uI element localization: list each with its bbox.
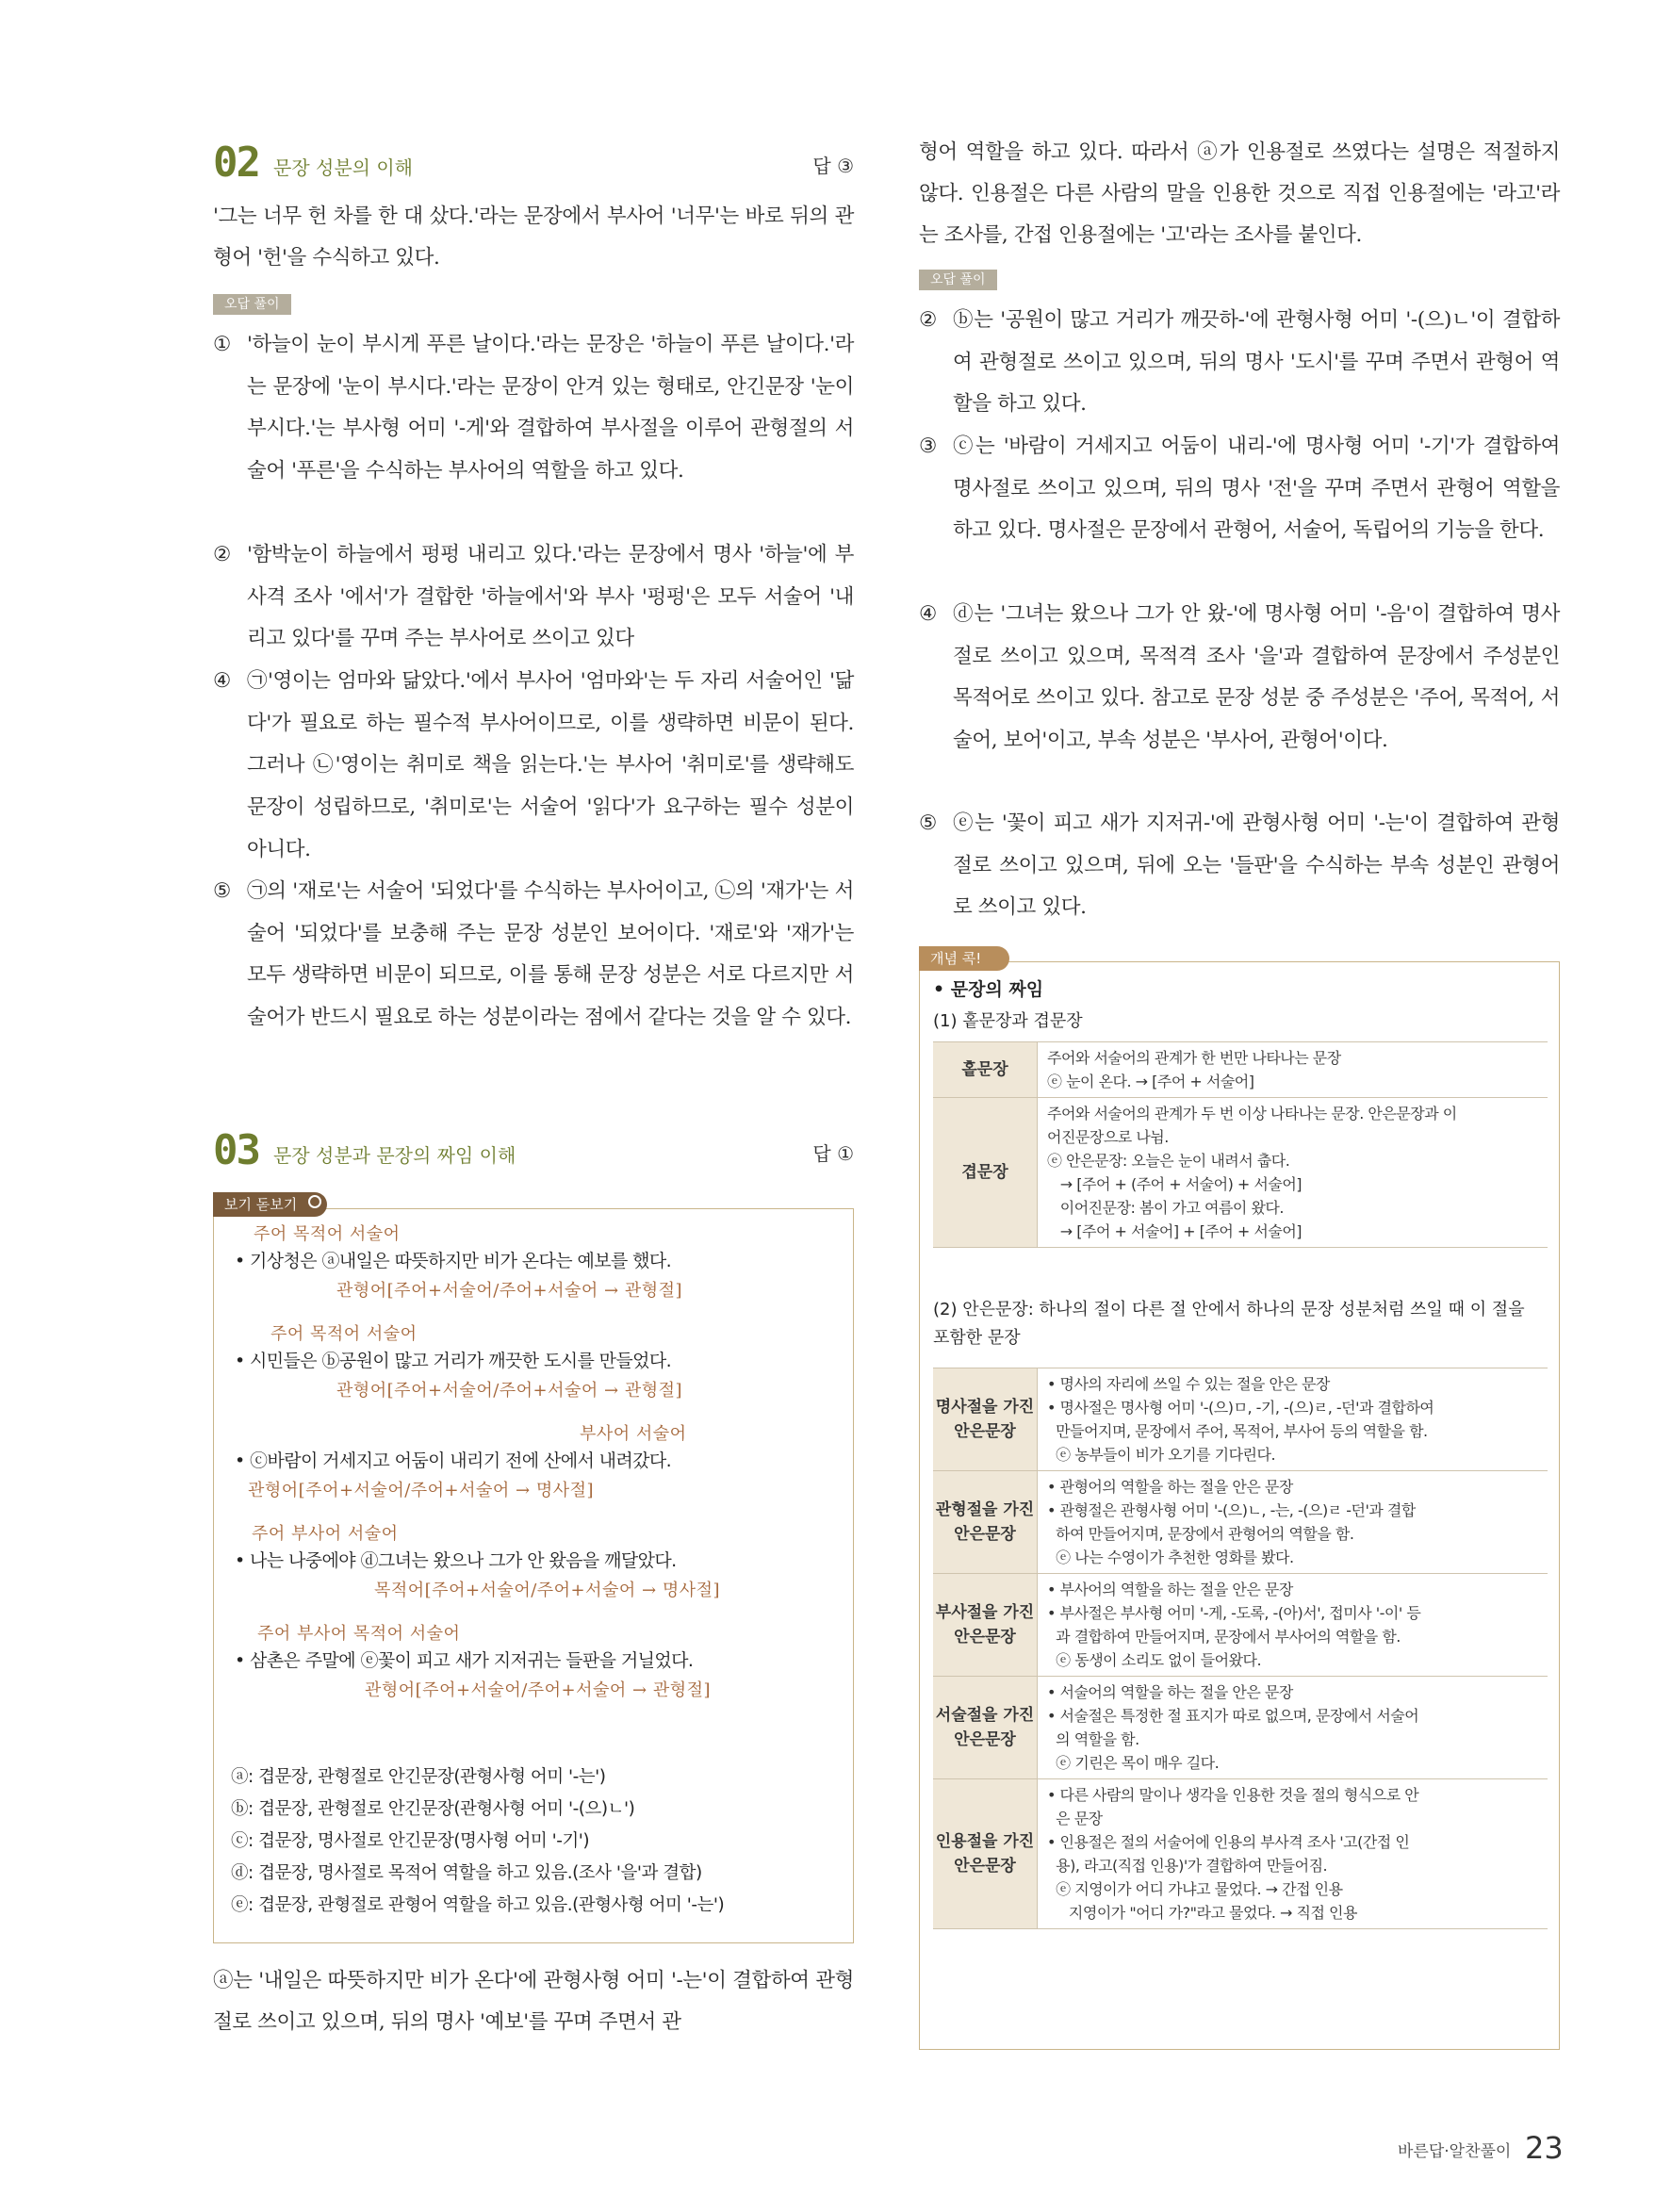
row-line: ⓔ 농부들이 비가 오기를 기다린다. [1047, 1446, 1276, 1464]
row-content [1038, 1471, 1548, 1574]
example-sentence: • 시민들은 ⓑ공원이 많고 거리가 깨끗한 도시를 만들었다. [235, 1351, 672, 1371]
row-line: 하여 만들어지며, 문장에서 관형어의 역할을 함. [1047, 1525, 1354, 1543]
row-content [1038, 1779, 1548, 1929]
row-line: 이어진문장: 봄이 가고 여름이 왔다. [1047, 1199, 1284, 1217]
row-label: 부사절을 가진 안은문장 [933, 1574, 1038, 1677]
row-line: 만들어지며, 문장에서 주어, 목적어, 부사어 등의 역할을 함. [1047, 1422, 1428, 1440]
row-line: ⓔ 기린은 목이 매우 길다. [1047, 1754, 1220, 1772]
bogi-answer: ⓔ: 겹문장, 관형절로 관형어 역할을 하고 있음.(관형사형 어미 '-는') [231, 1895, 725, 1915]
row-line: 은 문장 [1047, 1810, 1103, 1827]
row-line: 주어와 서술어의 관계가 두 번 이상 나타나는 문장. 안은문장과 이 [1047, 1105, 1457, 1122]
table-row [933, 1098, 1548, 1248]
item-marker: ⑤ [919, 811, 937, 835]
row-line: ⓔ 지영이가 어디 가냐고 물었다. → 간접 인용 [1047, 1880, 1343, 1898]
section-title: 문장 성분과 문장의 짜임 이해 [273, 1144, 516, 1167]
item-text: ⓑ는 '공원이 많고 거리가 깨끗하-'에 관형사형 어미 '-(으)ㄴ'이 결합하여 관형절로 쓰이고 있으며, 뒤의 명사 '도시'를 꾸며 주면서 관형어 역할을 하고 있다. [953, 308, 1560, 417]
s03-explanation-part1: ⓐ는 '내일은 따뜻하지만 비가 온다'에 관형사형 어미 '-는'이 결합하여 관형절로 쓰이고 있으며, 뒤의 명사 '예보'를 꾸며 주면서 관 [213, 1969, 854, 2034]
item-marker: ② [213, 543, 231, 566]
item-text: ⓒ는 '바람이 거세지고 어둠이 내리-'에 명사형 어미 '-기'가 결합하여 명사절로 쓰이고 있으며, 뒤의 명사 '전'을 꾸며 주면서 관형어 역할을 하고 있다. 명사절은 문장에서 관형어, 서술어, 독립어의 기능을 한다. [953, 434, 1560, 543]
grammar-annotation: 관형어[주어+서술어/주어+서술어 → 명사절] [248, 1481, 595, 1500]
s03-item [919, 300, 1560, 426]
page-number: 23 [1525, 2130, 1564, 2166]
item-marker: ④ [213, 669, 231, 693]
row-line: 용), 라고(직접 인용)'가 결합하여 만들어짐. [1047, 1857, 1328, 1875]
item-marker: ② [919, 308, 937, 332]
row-line: • 명사의 자리에 쓰일 수 있는 절을 안은 문장 [1047, 1375, 1330, 1393]
bogi-label: 보기 돋보기 [224, 1196, 298, 1213]
row-line: → [주어 + (주어 + 서술어) + 서술어] [1047, 1175, 1303, 1193]
row-line: • 다른 사람의 말이나 생각을 인용한 것을 절의 형식으로 안 [1047, 1786, 1419, 1804]
row-line: • 부사절은 부사형 어미 '-게, -도록, -(아)서', 접미사 '-이' 등 [1047, 1604, 1421, 1622]
s02-item [213, 661, 854, 872]
answer-label: 답 ③ [812, 155, 854, 177]
row-line: → [주어 + 서술어] + [주어 + 서술어] [1047, 1222, 1303, 1240]
table-row [933, 1677, 1548, 1779]
row-line: • 인용절은 절의 서술어에 인용의 부사격 조사 '고(간접 인 [1047, 1833, 1410, 1851]
grammar-annotation: 주어 부사어 서술어 [252, 1524, 399, 1544]
s02-item [213, 871, 854, 1040]
grammar-annotation: 주어 부사어 목적어 서술어 [257, 1624, 461, 1644]
s02-intro: '그는 너무 헌 차를 한 대 샀다.'라는 문장에서 부사어 '너무'는 바로 뒤의 관형어 '헌'을 수식하고 있다. [213, 205, 854, 270]
example-sentence: • 기상청은 ⓐ내일은 따뜻하지만 비가 온다는 예보를 했다. [235, 1251, 672, 1271]
row-label: 명사절을 가진 안은문장 [933, 1368, 1038, 1471]
s02-item [213, 534, 854, 661]
section-title: 문장 성분의 이해 [273, 156, 413, 179]
row-line: • 서술절은 특정한 절 표지가 따로 없으며, 문장에서 서술어 [1047, 1707, 1419, 1725]
row-line: ⓔ 눈이 온다. → [주어 + 서술어] [1047, 1073, 1254, 1090]
grammar-annotation: 부사어 서술어 [580, 1424, 687, 1444]
item-text: ⓓ는 '그녀는 왔으나 그가 안 왔-'에 명사형 어미 '-음'이 결합하여 명사절로 쓰이고 있으며, 목적격 조사 '을'과 결합하여 문장에서 주성분인 목적어로 쓰이고 있다. 참고로 문장 성분 중 주성분은 '주어, 목적어, 서술어, 보어'이고, 부속 성분은 '부사어, 관형어'이다. [953, 602, 1560, 753]
row-line: • 관형어의 역할을 하는 절을 안은 문장 [1047, 1478, 1293, 1496]
section-number: 02 [213, 139, 259, 187]
concept-subheading: (2) 안은문장: 하나의 절이 다른 절 안에서 하나의 문장 성분처럼 쓰일 때 이 절을 포함한 문장 [933, 1300, 1525, 1348]
item-marker: ③ [919, 434, 937, 458]
table-row [933, 1471, 1548, 1574]
row-content [1038, 1368, 1548, 1471]
magnifier-icon [308, 1195, 321, 1208]
section-03-header [213, 1127, 854, 1176]
bogi-answer: ⓑ: 겹문장, 관형절로 안긴문장(관형사형 어미 '-(으)ㄴ') [231, 1799, 635, 1819]
bogi-box [213, 1208, 854, 1943]
table-row [933, 1779, 1548, 1929]
concept-subheading: (1) 홑문장과 겹문장 [933, 1011, 1083, 1031]
row-line: 지영이가 "어디 가?"라고 물었다. → 직접 인용 [1047, 1904, 1357, 1922]
item-text: '하늘이 눈이 부시게 푸른 날이다.'라는 문장은 '하늘이 푸른 날이다.'라는 문장에 '눈이 부시다.'라는 문장이 안겨 있는 형태로, 안긴문장 '눈이 부시다.'는 부사형 어미 '-게'와 결합하여 부사절을 이루어 관형절의 서술어 '푸른'을 수식하는 부사어의 역할을 하고 있다. [247, 333, 854, 483]
table-row [933, 1042, 1548, 1098]
row-line: • 명사절은 명사형 어미 '-(으)ㅁ, -기, -(으)ㄹ, -던'과 결합하여 [1047, 1399, 1434, 1417]
concept-tab [919, 946, 1009, 971]
concept-heading: • 문장의 짜임 [933, 979, 1044, 1000]
concept-box [919, 961, 1560, 2050]
row-line: • 관형절은 관형사형 어미 '-(으)ㄴ, -는, -(으)ㄹ -던'과 결합 [1047, 1501, 1416, 1519]
simple-compound-table [933, 1041, 1548, 1248]
row-label: 관형절을 가진 안은문장 [933, 1471, 1038, 1574]
row-label: 홑문장 [933, 1042, 1038, 1098]
s03-item [919, 803, 1560, 929]
item-marker: ⑤ [213, 879, 231, 903]
wrong-answer-tag: 오답 풀이 [919, 270, 997, 290]
grammar-annotation: 관형어[주어+서술어/주어+서술어 → 관형절] [336, 1381, 683, 1401]
row-content [1038, 1042, 1548, 1098]
bogi-tab [213, 1192, 327, 1217]
s03-explanation-part2: 형어 역할을 하고 있다. 따라서 ⓐ가 인용절로 쓰였다는 설명은 적절하지 않다. 인용절은 다른 사람의 말을 인용한 것으로 직접 인용절에는 '라고'라는 조사를, 간접 인용절에는 '고'라는 조사를 붙인다. [919, 140, 1560, 247]
row-label: 인용절을 가진 안은문장 [933, 1779, 1038, 1929]
row-line: 과 결합하여 만들어지며, 문장에서 부사어의 역할을 함. [1047, 1628, 1401, 1646]
answer-label: 답 ① [812, 1142, 854, 1165]
section-number: 03 [213, 1126, 259, 1174]
embedded-clause-table [933, 1368, 1548, 1929]
section-02-header [213, 139, 854, 188]
item-text: '함박눈이 하늘에서 펑펑 내리고 있다.'라는 문장에서 명사 '하늘'에 부사격 조사 '에서'가 결합한 '하늘에서'와 부사 '펑펑'은 모두 서술어 '내리고 있다'를 꾸며 주는 부사어로 쓰이고 있다 [247, 543, 854, 651]
row-content [1038, 1574, 1548, 1677]
grammar-annotation: 관형어[주어+서술어/주어+서술어 → 관형절] [365, 1680, 712, 1700]
row-content [1038, 1098, 1548, 1248]
wrong-answer-tag: 오답 풀이 [213, 294, 291, 315]
row-line: • 서술어의 역할을 하는 절을 안은 문장 [1047, 1683, 1293, 1701]
footer-label: 바른답·알찬풀이 [1398, 2142, 1512, 2161]
row-line: 어진문장으로 나뉨. [1047, 1128, 1169, 1146]
table-row [933, 1368, 1548, 1471]
table-row [933, 1574, 1548, 1677]
example-sentence: • 나는 나중에야 ⓓ그녀는 왔으나 그가 안 왔음을 깨달았다. [235, 1550, 677, 1571]
row-line: 주어와 서술어의 관계가 한 번만 나타나는 문장 [1047, 1049, 1341, 1067]
s03-item [919, 426, 1560, 552]
row-label: 겹문장 [933, 1098, 1038, 1248]
bogi-answer: ⓓ: 겹문장, 명사절로 목적어 역할을 하고 있음.(조사 '을'과 결합) [231, 1863, 702, 1883]
item-text: ⓔ는 '꽃이 피고 새가 지저귀-'에 관형사형 어미 '-는'이 결합하여 관형절로 쓰이고 있으며, 뒤에 오는 '들판'을 수식하는 부속 성분인 관형어로 쓰이고 있다. [953, 811, 1560, 920]
row-line: • 부사어의 역할을 하는 절을 안은 문장 [1047, 1581, 1293, 1598]
s03-item [919, 594, 1560, 762]
example-sentence: • 삼촌은 주말에 ⓔ꽃이 피고 새가 지저귀는 들판을 거닐었다. [235, 1650, 694, 1671]
bogi-answer: ⓒ: 겹문장, 명사절로 안긴문장(명사형 어미 '-기') [231, 1831, 590, 1851]
item-marker: ④ [919, 602, 937, 626]
grammar-annotation: 관형어[주어+서술어/주어+서술어 → 관형절] [336, 1281, 683, 1301]
bogi-answer: ⓐ: 겹문장, 관형절로 안긴문장(관형사형 어미 '-는') [231, 1767, 606, 1787]
item-marker: ① [213, 333, 231, 356]
row-line: 의 역할을 함. [1047, 1730, 1139, 1748]
grammar-annotation: 주어 목적어 서술어 [270, 1324, 418, 1344]
grammar-annotation: 목적어[주어+서술어/주어+서술어 → 명사절] [374, 1581, 721, 1600]
row-line: ⓔ 안은문장: 오늘은 눈이 내려서 춥다. [1047, 1152, 1290, 1170]
s02-item [213, 324, 854, 493]
row-label: 서술절을 가진 안은문장 [933, 1677, 1038, 1779]
example-sentence: • ⓒ바람이 거세지고 어둠이 내리기 전에 산에서 내려갔다. [235, 1450, 672, 1471]
row-line: ⓔ 나는 수영이가 추천한 영화를 봤다. [1047, 1548, 1294, 1566]
row-content [1038, 1677, 1548, 1779]
item-text: ㉠'영이는 엄마와 닮았다.'에서 부사어 '엄마와'는 두 자리 서술어인 '닮다'가 필요로 하는 필수적 부사어이므로, 이를 생략하면 비문이 된다. 그러나 ㉡'영이는 취미로 책을 읽는다.'는 부사어 '취미로'를 생략해도 문장이 성립하므로, '취미로'는 서술어 '읽다'가 요구하는 필수 성분이 아니다. [247, 669, 854, 861]
row-line: ⓔ 동생이 소리도 없이 들어왔다. [1047, 1651, 1262, 1669]
concept-label: 개념 콕! [930, 950, 982, 967]
item-text: ㉠의 '재로'는 서술어 '되었다'를 수식하는 부사어이고, ㉡의 '재가'는 서술어 '되었다'를 보충해 주는 문장 성분인 보어이다. '재로'와 '재가'는 모두 생략하면 비문이 되므로, 이를 통해 문장 성분은 서로 다르지만 서술어가 반드시 필요로 하는 성분이라는 점에서 같다는 것을 알 수 있다. [247, 879, 854, 1030]
grammar-annotation: 주어 목적어 서술어 [254, 1224, 401, 1244]
